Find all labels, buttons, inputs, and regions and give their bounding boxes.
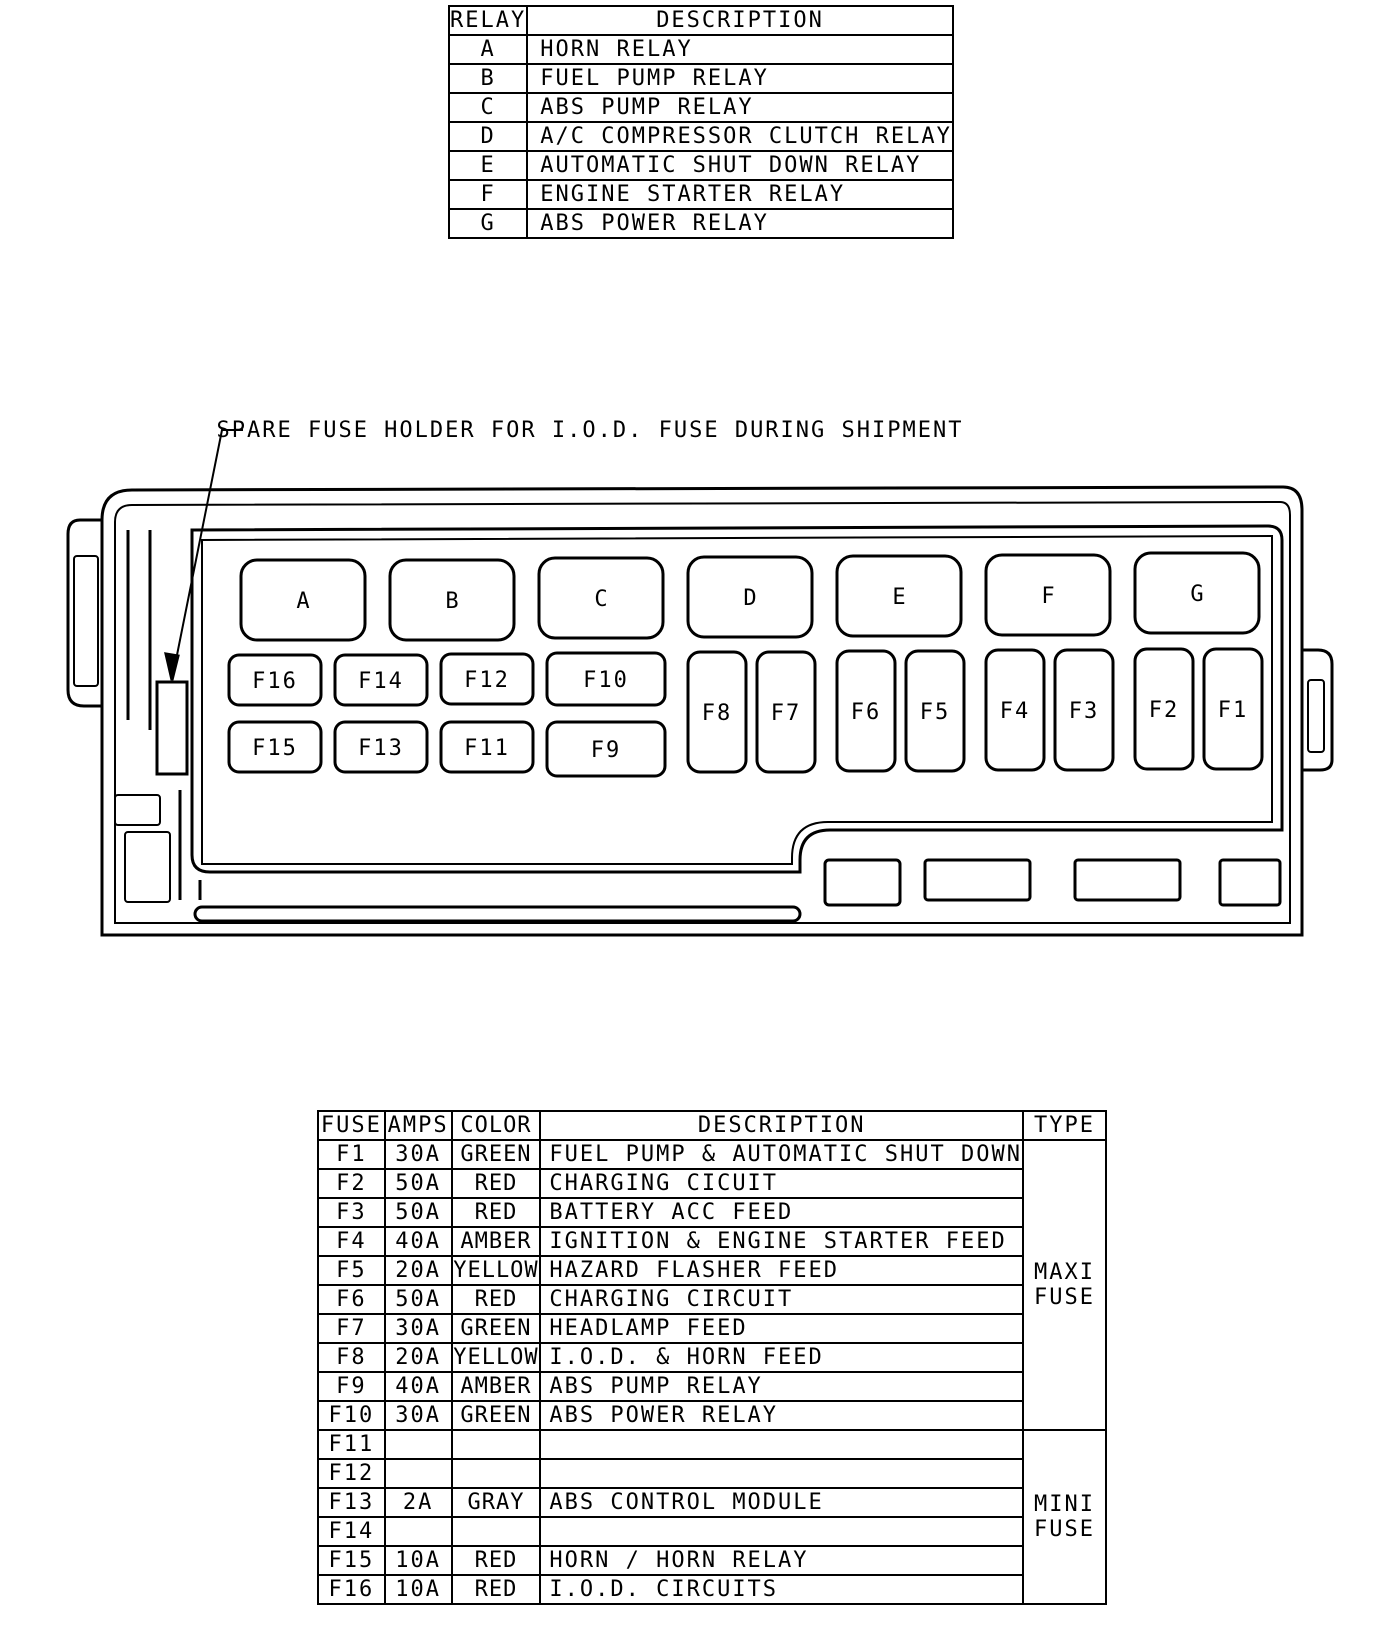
relay-id: B	[449, 64, 527, 93]
fuse-amps: 20A	[385, 1343, 452, 1372]
fuse-id: F9	[318, 1372, 385, 1401]
left-lower-block	[115, 795, 160, 825]
fuse-color: GREEN	[452, 1140, 541, 1169]
bottom-slot	[925, 860, 1030, 900]
fuse-color: AMBER	[452, 1227, 541, 1256]
fuse-id: F4	[318, 1227, 385, 1256]
fuse-amps	[385, 1459, 452, 1488]
fuse-id: F2	[318, 1169, 385, 1198]
fuse-row	[318, 1227, 1106, 1256]
fuse-row	[318, 1285, 1106, 1314]
fuse-label: F9	[590, 738, 622, 763]
fuse-id: F8	[318, 1343, 385, 1372]
fuse-description	[540, 1430, 1023, 1459]
fuse-amps: 30A	[385, 1314, 452, 1343]
fuse-amps: 10A	[385, 1575, 452, 1604]
fuse-description: I.O.D. & HORN FEED	[540, 1343, 1023, 1372]
fuse-id: F14	[318, 1517, 385, 1546]
fuse-tray	[192, 526, 1282, 872]
fuse-description: CHARGING CICUIT	[540, 1169, 1023, 1198]
fuse-row	[318, 1430, 1106, 1459]
fuse-description: HAZARD FLASHER FEED	[540, 1256, 1023, 1285]
fuse-row	[318, 1256, 1106, 1285]
fuse-amps	[385, 1430, 452, 1459]
fuse-color: RED	[452, 1575, 541, 1604]
relay-id: A	[449, 35, 527, 64]
fuse-row	[318, 1575, 1106, 1604]
bottom-rail	[195, 907, 800, 921]
fuse-description: HORN / HORN RELAY	[540, 1546, 1023, 1575]
fuse-row	[318, 1169, 1106, 1198]
callout-leader	[172, 430, 243, 680]
fuse-label: F4	[999, 699, 1031, 724]
fuse-amps: 10A	[385, 1546, 452, 1575]
relay-label: F	[1041, 584, 1057, 609]
right-latch-tab	[1308, 680, 1324, 752]
left-bottom-block	[125, 832, 170, 902]
bottom-slot	[1220, 860, 1280, 905]
fuse-label: F1	[1217, 698, 1249, 723]
relay-column-header: RELAY	[449, 6, 527, 35]
fuse-row	[318, 1343, 1106, 1372]
fuse-id: F15	[318, 1546, 385, 1575]
fuse-id: F11	[318, 1430, 385, 1459]
fuse-color: AMBER	[452, 1372, 541, 1401]
relay-description: AUTOMATIC SHUT DOWN RELAY	[527, 151, 953, 180]
fuse-label: F8	[701, 701, 733, 726]
relay-id: C	[449, 93, 527, 122]
fuse-row	[318, 1459, 1106, 1488]
fuse-table	[317, 1110, 1107, 1605]
callout-text: SPARE FUSE HOLDER FOR I.O.D. FUSE DURING SHIPMENT	[216, 418, 964, 443]
fuse-amps: 50A	[385, 1169, 452, 1198]
relay-label: E	[892, 585, 908, 610]
fuse-description-column-header: DESCRIPTION	[540, 1111, 1023, 1140]
fuse-amps: 20A	[385, 1256, 452, 1285]
relay-label: B	[445, 589, 461, 614]
fuse-row	[318, 1488, 1106, 1517]
fuse-color: YELLOW	[452, 1343, 541, 1372]
relay-description-column-header: DESCRIPTION	[527, 6, 953, 35]
fuse-color: RED	[452, 1169, 541, 1198]
spare-fuse-holder	[157, 682, 187, 774]
fuse-label: F3	[1068, 699, 1100, 724]
fuse-description: IGNITION & ENGINE STARTER FEED	[540, 1227, 1023, 1256]
fuse-label: F13	[358, 736, 404, 761]
fuse-id: F3	[318, 1198, 385, 1227]
relay-description: A/C COMPRESSOR CLUTCH RELAY	[527, 122, 953, 151]
fuse-description: FUEL PUMP & AUTOMATIC SHUT DOWN	[540, 1140, 1023, 1169]
fuse-color	[452, 1459, 541, 1488]
fuse-label: F14	[358, 669, 404, 694]
fuse-row	[318, 1517, 1106, 1546]
fuse-label: F12	[464, 668, 510, 693]
fuse-id: F6	[318, 1285, 385, 1314]
fuse-description: I.O.D. CIRCUITS	[540, 1575, 1023, 1604]
fuse-row	[318, 1401, 1106, 1430]
fuse-label: F6	[850, 700, 882, 725]
fuse-color	[452, 1517, 541, 1546]
relay-id: E	[449, 151, 527, 180]
bottom-slot	[825, 860, 900, 905]
left-channel	[128, 530, 200, 900]
fuse-description: ABS POWER RELAY	[540, 1401, 1023, 1430]
relay-label: G	[1190, 582, 1206, 607]
fuse-type-maxi: MAXI FUSE	[1023, 1140, 1106, 1430]
fuse-label: F10	[583, 668, 629, 693]
relay-description: ABS PUMP RELAY	[527, 93, 953, 122]
amps-column-header: AMPS	[385, 1111, 452, 1140]
fuse-description	[540, 1517, 1023, 1546]
relay-description: HORN RELAY	[527, 35, 953, 64]
fuse-color: GREEN	[452, 1401, 541, 1430]
fuse-amps: 30A	[385, 1401, 452, 1430]
relay-description: ENGINE STARTER RELAY	[527, 180, 953, 209]
fuse-id: F10	[318, 1401, 385, 1430]
fuse-amps: 40A	[385, 1372, 452, 1401]
fuse-label: F7	[770, 701, 802, 726]
fuse-amps: 30A	[385, 1140, 452, 1169]
fuse-label: F16	[252, 669, 298, 694]
fuse-description	[540, 1459, 1023, 1488]
left-latch-slot	[74, 556, 98, 686]
fuse-amps	[385, 1517, 452, 1546]
fuse-color: YELLOW	[452, 1256, 541, 1285]
fuse-color: RED	[452, 1546, 541, 1575]
fuse-amps: 50A	[385, 1285, 452, 1314]
fuse-id: F5	[318, 1256, 385, 1285]
fuse-description: CHARGING CIRCUIT	[540, 1285, 1023, 1314]
fuse-color	[452, 1430, 541, 1459]
fuse-row	[318, 1140, 1106, 1169]
relay-id: G	[449, 209, 527, 238]
fuse-id: F7	[318, 1314, 385, 1343]
fuse-color: RED	[452, 1198, 541, 1227]
fuse-id: F16	[318, 1575, 385, 1604]
fuse-color: GREEN	[452, 1314, 541, 1343]
fuse-id: F13	[318, 1488, 385, 1517]
relay-label: A	[296, 589, 312, 614]
fuse-label: F2	[1148, 698, 1180, 723]
fuse-type-mini: MINI FUSE	[1023, 1430, 1106, 1604]
type-column-header: TYPE	[1023, 1111, 1106, 1140]
fuse-row	[318, 1372, 1106, 1401]
color-column-header: COLOR	[452, 1111, 541, 1140]
fuse-label: F11	[464, 736, 510, 761]
fuse-row	[318, 1314, 1106, 1343]
fuse-id: F12	[318, 1459, 385, 1488]
fuse-row	[318, 1198, 1106, 1227]
relay-label: D	[743, 586, 759, 611]
fuse-amps: 50A	[385, 1198, 452, 1227]
fuse-row	[318, 1546, 1106, 1575]
relay-label: C	[594, 587, 610, 612]
relay-id: D	[449, 122, 527, 151]
fuse-description: ABS CONTROL MODULE	[540, 1488, 1023, 1517]
fuse-label: F15	[252, 736, 298, 761]
fuse-id: F1	[318, 1140, 385, 1169]
fuse-color: GRAY	[452, 1488, 541, 1517]
relay-id: F	[449, 180, 527, 209]
fuse-column-header: FUSE	[318, 1111, 385, 1140]
fuse-amps: 2A	[385, 1488, 452, 1517]
fuse-description: ABS PUMP RELAY	[540, 1372, 1023, 1401]
fuse-table-header	[318, 1111, 1106, 1140]
fuse-description: HEADLAMP FEED	[540, 1314, 1023, 1343]
fuse-amps: 40A	[385, 1227, 452, 1256]
bottom-slot	[1075, 860, 1180, 900]
callout-arrowhead	[166, 654, 178, 680]
fuse-color: RED	[452, 1285, 541, 1314]
fuse-label: F5	[919, 700, 951, 725]
relay-description: FUEL PUMP RELAY	[527, 64, 953, 93]
fuse-description: BATTERY ACC FEED	[540, 1198, 1023, 1227]
relay-description: ABS POWER RELAY	[527, 209, 953, 238]
